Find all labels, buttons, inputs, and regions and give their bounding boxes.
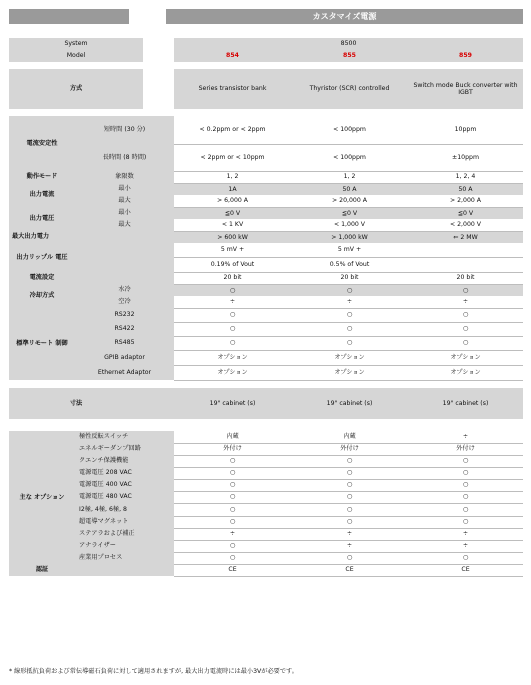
out-voltage-min-label: 最小 bbox=[75, 207, 174, 219]
ripple-2-854: 0.19% of Vout bbox=[174, 257, 291, 272]
stability-short-label: 短時間 (30 分) bbox=[75, 116, 174, 144]
option-row bbox=[9, 528, 523, 540]
option-row bbox=[9, 443, 523, 455]
stability-short-row bbox=[9, 116, 523, 144]
out-current-min-row bbox=[9, 183, 523, 195]
ripple-1-855: 5 mV + bbox=[291, 243, 408, 257]
remote-4-854: オプション bbox=[174, 365, 291, 380]
out-voltage-label: 出力電圧 bbox=[9, 207, 75, 231]
ripple-1-854: 5 mV + bbox=[174, 243, 291, 257]
out-voltage-min-855: ≦0 V bbox=[291, 207, 408, 219]
option-row bbox=[9, 467, 523, 479]
option-1-854: 外付け bbox=[174, 443, 291, 455]
remote-label-3: GPIB adaptor bbox=[75, 350, 174, 365]
option-label-9: アナライザー bbox=[75, 540, 174, 552]
option-9-854: ○ bbox=[174, 540, 291, 552]
stability-long-row bbox=[9, 144, 523, 171]
mode-859: 1, 2, 4 bbox=[408, 171, 523, 183]
option-3-854: ○ bbox=[174, 467, 291, 479]
option-10-855: ○ bbox=[291, 552, 408, 564]
out-voltage-min-row bbox=[9, 207, 523, 219]
option-row bbox=[9, 479, 523, 491]
option-label-2: クエンチ保護機能 bbox=[75, 455, 174, 467]
remote-4-859: オプション bbox=[408, 365, 523, 380]
option-9-859: ÷ bbox=[408, 540, 523, 552]
option-2-855: ○ bbox=[291, 455, 408, 467]
remote-label: 標準リモート 制御 bbox=[9, 308, 75, 380]
cooling-water-row bbox=[9, 284, 523, 296]
option-7-854: ○ bbox=[174, 516, 291, 528]
option-row bbox=[9, 540, 523, 552]
option-5-854: ○ bbox=[174, 491, 291, 503]
option-label-1: エネルギーダンプ回路 bbox=[75, 443, 174, 455]
footnote: * 線形抵抗負荷および常伝導磁石負荷に対して適用されますが, 最大出力電流時には最小3Vが必要です。 bbox=[9, 668, 298, 675]
option-label-6: I2極, 4極, 6極, 8 bbox=[75, 503, 174, 516]
max-power-859: ⇐ 2 MW bbox=[408, 231, 523, 243]
remote-row bbox=[9, 336, 523, 350]
cooling-water-854: ○ bbox=[174, 284, 291, 296]
model-855: 855 bbox=[291, 50, 408, 62]
option-label-0: 極性反転スイッチ bbox=[75, 431, 174, 443]
option-0-854: 内蔵 bbox=[174, 431, 291, 443]
mode-label: 動作モード bbox=[9, 171, 75, 183]
cooling-water-855: ○ bbox=[291, 284, 408, 296]
option-label-3: 電源電圧 208 VAC bbox=[75, 467, 174, 479]
option-10-854: ○ bbox=[174, 552, 291, 564]
ripple-1-859 bbox=[408, 243, 523, 257]
remote-1-854: ○ bbox=[174, 322, 291, 336]
option-9-855: ÷ bbox=[291, 540, 408, 552]
method-859: Switch mode Buck converter with IGBT bbox=[408, 69, 523, 109]
option-row bbox=[9, 552, 523, 564]
out-voltage-max-row bbox=[9, 219, 523, 231]
option-1-859: 外付け bbox=[408, 443, 523, 455]
remote-row bbox=[9, 365, 523, 380]
model-854: 854 bbox=[174, 50, 291, 62]
stability-long-855: < 100ppm bbox=[291, 144, 408, 171]
option-2-854: ○ bbox=[174, 455, 291, 467]
max-power-label: 最大出力電力 bbox=[9, 231, 174, 243]
option-8-859: ÷ bbox=[408, 528, 523, 540]
remote-2-855: ○ bbox=[291, 336, 408, 350]
cooling-air-854: ÷ bbox=[174, 296, 291, 308]
system-row bbox=[9, 38, 523, 50]
option-7-859: ○ bbox=[408, 516, 523, 528]
model-label: Model bbox=[9, 50, 143, 62]
dimensions-row bbox=[9, 388, 523, 419]
option-row bbox=[9, 431, 523, 443]
remote-2-859: ○ bbox=[408, 336, 523, 350]
cooling-water-859: ○ bbox=[408, 284, 523, 296]
stability-long-854: < 2ppm or < 10ppm bbox=[174, 144, 291, 171]
certification-row bbox=[9, 564, 523, 576]
cooling-water-label: 水冷 bbox=[75, 284, 174, 296]
out-voltage-max-859: < 2,000 V bbox=[408, 219, 523, 231]
option-label-10: 産業用プロセス bbox=[75, 552, 174, 564]
remote-label-2: RS485 bbox=[75, 336, 174, 350]
remote-0-855: ○ bbox=[291, 308, 408, 322]
stability-short-855: < 100ppm bbox=[291, 116, 408, 144]
current-setting-859: 20 bit bbox=[408, 272, 523, 284]
remote-0-854: ○ bbox=[174, 308, 291, 322]
remote-label-1: RS422 bbox=[75, 322, 174, 336]
remote-3-854: オプション bbox=[174, 350, 291, 365]
option-10-859: ○ bbox=[408, 552, 523, 564]
option-6-855: ○ bbox=[291, 503, 408, 516]
cooling-label: 冷却方式 bbox=[9, 284, 75, 308]
stability-short-854: < 0.2ppm or < 2ppm bbox=[174, 116, 291, 144]
option-6-854: ○ bbox=[174, 503, 291, 516]
out-current-min-854: 1A bbox=[174, 183, 291, 195]
option-2-859: ○ bbox=[408, 455, 523, 467]
ripple-label: 出力リップル 電圧 bbox=[9, 243, 75, 272]
remote-1-859: ○ bbox=[408, 322, 523, 336]
ripple-2-855: 0.5% of Vout bbox=[291, 257, 408, 272]
option-3-859: ○ bbox=[408, 467, 523, 479]
out-current-min-label: 最小 bbox=[75, 183, 174, 195]
out-current-max-row bbox=[9, 195, 523, 207]
option-label-4: 電源電圧 400 VAC bbox=[75, 479, 174, 491]
max-power-855: > 1,000 kW bbox=[291, 231, 408, 243]
page-title bbox=[166, 9, 523, 24]
certification-859: CE bbox=[408, 564, 523, 576]
cooling-air-855: ÷ bbox=[291, 296, 408, 308]
out-current-min-855: 50 A bbox=[291, 183, 408, 195]
out-current-max-label: 最大 bbox=[75, 195, 174, 207]
option-4-859: ○ bbox=[408, 479, 523, 491]
option-label-5: 電源電圧 480 VAC bbox=[75, 491, 174, 503]
out-voltage-max-label: 最大 bbox=[75, 219, 174, 231]
out-voltage-max-855: < 1,000 V bbox=[291, 219, 408, 231]
header-left-bar bbox=[9, 9, 129, 24]
out-current-max-854: > 6,000 A bbox=[174, 195, 291, 207]
option-6-859: ○ bbox=[408, 503, 523, 516]
out-voltage-max-854: < 1 KV bbox=[174, 219, 291, 231]
method-855: Thyristor (SCR) controlled bbox=[291, 69, 408, 109]
remote-2-854: ○ bbox=[174, 336, 291, 350]
certification-label: 認証 bbox=[9, 564, 75, 576]
cooling-air-859: ÷ bbox=[408, 296, 523, 308]
mode-854: 1, 2 bbox=[174, 171, 291, 183]
out-current-max-859: > 2,000 A bbox=[408, 195, 523, 207]
out-current-max-855: > 20,000 A bbox=[291, 195, 408, 207]
cooling-air-row bbox=[9, 296, 523, 308]
stability-long-859: ±10ppm bbox=[408, 144, 523, 171]
certification-855: CE bbox=[291, 564, 408, 576]
stability-short-859: 10ppm bbox=[408, 116, 523, 144]
current-setting-row bbox=[9, 272, 523, 284]
max-power-854: > 600 kW bbox=[174, 231, 291, 243]
ripple-2-859 bbox=[408, 257, 523, 272]
remote-row bbox=[9, 350, 523, 365]
method-854: Series transistor bank bbox=[174, 69, 291, 109]
current-setting-854: 20 bit bbox=[174, 272, 291, 284]
out-current-min-859: 50 A bbox=[408, 183, 523, 195]
stability-long-label: 長時間 (8 時間) bbox=[75, 144, 174, 171]
spec-table bbox=[9, 38, 523, 577]
option-3-855: ○ bbox=[291, 467, 408, 479]
option-0-859: ÷ bbox=[408, 431, 523, 443]
stability-label: 電流安定性 bbox=[9, 116, 75, 171]
remote-label-0: RS232 bbox=[75, 308, 174, 322]
remote-1-855: ○ bbox=[291, 322, 408, 336]
option-label-8: ステアラおよび補正 bbox=[75, 528, 174, 540]
option-5-859: ○ bbox=[408, 491, 523, 503]
model-row bbox=[9, 50, 523, 62]
option-row bbox=[9, 455, 523, 467]
mode-row bbox=[9, 171, 523, 183]
option-label-7: 超電導マグネット bbox=[75, 516, 174, 528]
out-current-label: 出力電流 bbox=[9, 183, 75, 207]
certification-854: CE bbox=[174, 564, 291, 576]
remote-row bbox=[9, 322, 523, 336]
mode-855: 1, 2 bbox=[291, 171, 408, 183]
option-7-855: ○ bbox=[291, 516, 408, 528]
remote-row bbox=[9, 308, 523, 322]
dimensions-859: 19" cabinet (s) bbox=[408, 388, 523, 419]
option-8-854: ÷ bbox=[174, 528, 291, 540]
system-value: 8500 bbox=[174, 38, 523, 50]
out-voltage-min-854: ≦0 V bbox=[174, 207, 291, 219]
current-setting-855: 20 bit bbox=[291, 272, 408, 284]
method-label: 方式 bbox=[9, 69, 143, 109]
option-1-855: 外付け bbox=[291, 443, 408, 455]
option-5-855: ○ bbox=[291, 491, 408, 503]
option-row bbox=[9, 503, 523, 516]
ripple-row-1 bbox=[9, 243, 523, 257]
remote-3-855: オプション bbox=[291, 350, 408, 365]
current-setting-label: 電流設定 bbox=[9, 272, 75, 284]
option-0-855: 内蔵 bbox=[291, 431, 408, 443]
dimensions-label: 寸法 bbox=[9, 388, 143, 419]
cooling-air-label: 空冷 bbox=[75, 296, 174, 308]
remote-0-859: ○ bbox=[408, 308, 523, 322]
max-power-row bbox=[9, 231, 523, 243]
remote-3-859: オプション bbox=[408, 350, 523, 365]
mode-sublabel: 象限数 bbox=[75, 171, 174, 183]
option-4-855: ○ bbox=[291, 479, 408, 491]
option-4-854: ○ bbox=[174, 479, 291, 491]
model-859: 859 bbox=[408, 50, 523, 62]
dimensions-855: 19" cabinet (s) bbox=[291, 388, 408, 419]
dimensions-854: 19" cabinet (s) bbox=[174, 388, 291, 419]
option-row bbox=[9, 491, 523, 503]
options-label: 主な オプション bbox=[9, 431, 75, 564]
remote-4-855: オプション bbox=[291, 365, 408, 380]
remote-label-4: Ethernet Adaptor bbox=[75, 365, 174, 380]
system-label: System bbox=[9, 38, 143, 50]
method-row bbox=[9, 69, 523, 109]
option-row bbox=[9, 516, 523, 528]
out-voltage-min-859: ≦0 V bbox=[408, 207, 523, 219]
option-8-855: ÷ bbox=[291, 528, 408, 540]
title-text: カスタマイズ電源 bbox=[312, 12, 377, 21]
